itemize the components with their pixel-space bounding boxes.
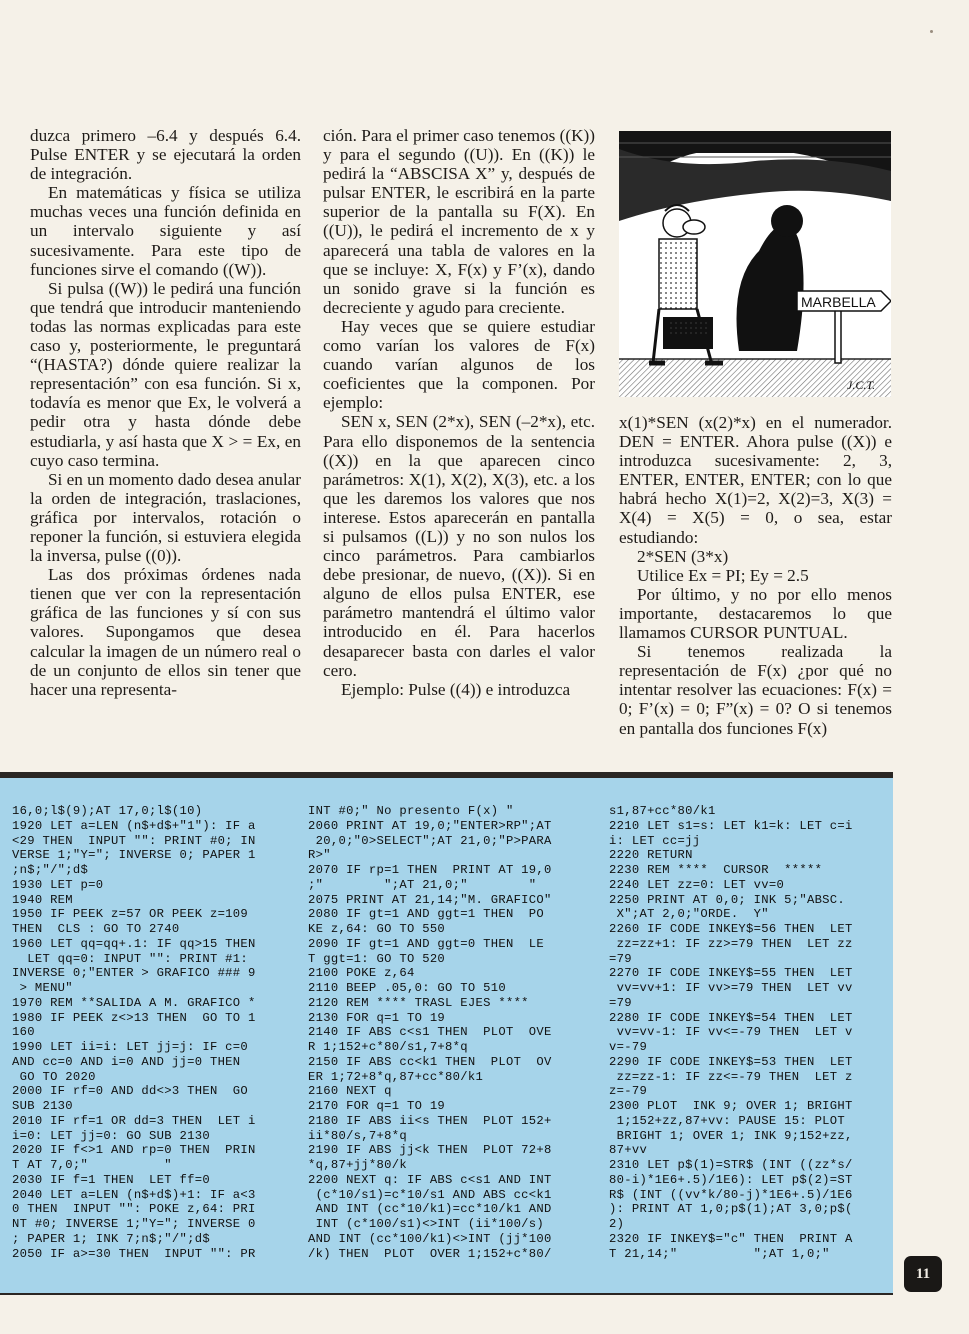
code-line: 2230 REM **** CURSOR *****	[609, 863, 823, 877]
code-line: 2270 IF CODE INKEY$=55 THEN LET	[609, 966, 853, 981]
code-line: 160	[12, 1025, 35, 1040]
code-line: KE z,64: GO TO 550	[308, 922, 446, 936]
paragraph: 2*SEN (3*x)	[637, 546, 729, 566]
code-line: z=-79	[609, 1084, 648, 1099]
signpost-text: MARBELLA	[801, 294, 876, 310]
code-line: =79	[609, 995, 632, 1010]
code-line: <29 THEN INPUT "": PRINT #0; IN	[12, 833, 256, 848]
code-line: /k) THEN PLOT OVER 1;152+c*80/	[308, 1246, 552, 1261]
code-line: LET qq=0: INPUT "": PRINT #1:	[12, 951, 249, 966]
code-line: 2180 IF ABS ii<s THEN PLOT 152+	[308, 1113, 552, 1128]
code-line: X";AT 2,0;"ORDE. Y"	[609, 907, 769, 922]
code-line: 2075 PRINT AT 21,14;"M. GRAFICO"	[308, 892, 552, 907]
code-line: 2010 IF rf=1 OR dd=3 THEN LET i	[12, 1113, 256, 1128]
code-line: 2120 REM **** TRASL EJES ****	[308, 995, 529, 1010]
code-line: 1960 LET qq=qq+.1: IF qq>15 THEN	[12, 936, 256, 951]
article-column-1	[30, 126, 301, 699]
paragraph: Ejemplo: Pulse ((4)) e introduzca	[341, 679, 571, 699]
code-line: (c*10/s1)=c*10/s1 AND ABS cc<k1	[308, 1187, 552, 1202]
code-line: 2300 PLOT INK 9; OVER 1; BRIGHT	[609, 1099, 853, 1113]
basic-listing-panel	[0, 778, 893, 1295]
listing-column-2	[308, 804, 552, 1261]
code-line: 2000 IF rf=0 AND dd<>3 THEN GO	[12, 1084, 249, 1099]
code-line: ): PRINT AT 1,0;p$(1);AT 3,0;p$(	[609, 1202, 853, 1217]
paragraph: Si tenemos realizada la representación de F(x) ¿por qué no intentar resolver las ecuaciones: F(x) = 0; F’(x) = 0; F”(x) = 0? O si tenemos en pantalla dos funciones F(x)	[619, 642, 892, 738]
paragraph: ción. Para el primer caso tenemos ((K)) y para el segundo ((U)). En ((K)) le pedirá la “ABSCISA X” y, después de pulsar ENTER, le escribirá en la parte superior de la pantalla su F(X). En ((U)), le pedirá el incremento de x y aparecerá una tabla de valores en la que se incluye: X, F(x) y F’(x), dando un sonido grave si la función es decreciente y agudo para creciente.	[323, 126, 595, 317]
paragraph: Hay veces que se quiere estudiar como varían los valores de F(x) cuando varían algunos de los coeficientes que la componen. Por ejemplo:	[323, 316, 595, 413]
code-line: *q,87+jj*80/k	[308, 1158, 407, 1172]
artist-signature: J.C.T.	[847, 378, 876, 392]
code-line: 2280 IF CODE INKEY$=54 THEN LET	[609, 1010, 853, 1025]
code-line: 2310 LET p$(1)=STR$ (INT ((zz*s/	[609, 1158, 853, 1172]
code-line: 2190 IF ABS jj<k THEN PLOT 72+8	[308, 1143, 552, 1158]
code-line: 2250 PRINT AT 0,0; INK 5;"ABSC.	[609, 892, 846, 907]
article-column-2	[323, 126, 595, 699]
cartoon-illustration	[619, 131, 891, 397]
code-line: i=0: LET jj=0: GO SUB 2130	[12, 1128, 210, 1143]
code-line: 2140 IF ABS c<s1 THEN PLOT OVE	[308, 1025, 552, 1040]
code-line: 1940 REM	[12, 892, 73, 907]
code-line: ii*80/s,7+8*q	[308, 1128, 407, 1143]
code-line: ;" ";AT 21,0;" "	[308, 877, 537, 892]
code-line: 80-i)*1E6+.5)/1E6): LET p$(2)=ST	[609, 1172, 853, 1187]
code-line: > MENU"	[12, 981, 73, 995]
paragraph: Si pulsa ((W)) le pedirá una función que tendrá que introducir manteniendo todas las normas explicadas para este caso y, posteriormente, le preguntará “(HASTA?) dónde quiere realizar la representación” con esa función. Si x, todavía es menor que Ex, le volverá a pedir otra y hasta dónde debe estudiarla, y así hasta que X > = Ex, en cuyo caso termina.	[30, 278, 301, 470]
listing-bottom-rule	[0, 1293, 893, 1295]
code-line: 1;152+zz,87+vv: PAUSE 15: PLOT	[609, 1113, 846, 1128]
print-speck	[930, 30, 933, 33]
code-line: ; PAPER 1; INK 7;n$;"/";d$	[12, 1231, 210, 1246]
code-line: R 1;152+c*80/s1,7+8*q	[308, 1040, 468, 1054]
code-line: AND INT (cc*100/k1)<>INT (jj*100	[308, 1231, 552, 1246]
code-line: 1980 IF PEEK z<>13 THEN GO TO 1	[12, 1010, 256, 1025]
code-line: R$ (INT ((vv*k/80-j)*1E6+.5)/1E6	[609, 1187, 853, 1202]
article-column-3	[619, 413, 892, 738]
code-line: 2020 IF f<>1 AND rp=0 THEN PRIN	[12, 1143, 256, 1158]
paragraph: Las dos próximas órdenes nada tienen que ver con la representación gráfica de las funciones y sí con sus valores. Supongamos que desea calcular la imagen de un número real o de un conjunto de ellos sin tener que hacer una representa-	[30, 565, 301, 699]
paragraph: En matemáticas y física se utiliza muchas veces una función definida en un intervalo siguiente y así sucesivamente. Para este tipo de funciones sirve el comando ((W)).	[30, 183, 301, 279]
code-line: R>"	[308, 848, 331, 863]
code-line: T ggt=1: GO TO 520	[308, 951, 446, 966]
code-line: ;n$;"/";d$	[12, 863, 89, 877]
code-line: INT (c*100/s1)<>INT (ii*100/s)	[308, 1217, 545, 1231]
code-line: 2080 IF gt=1 AND ggt=1 THEN PO	[308, 907, 545, 922]
code-line: 1930 LET p=0	[12, 877, 104, 892]
code-line: INVERSE 0;"ENTER > GRAFICO ### 9	[12, 966, 256, 981]
listing-column-1	[12, 804, 256, 1261]
code-line: 2290 IF CODE INKEY$=53 THEN LET	[609, 1054, 853, 1069]
code-line: 2150 IF ABS cc<k1 THEN PLOT OV	[308, 1054, 552, 1069]
code-line: 2170 FOR q=1 TO 19	[308, 1099, 446, 1113]
paragraph: Si en un momento dado desea anular la orden de integración, traslaciones, gráfica por intervalos, rotación o reponer la función, si estuviera elegida la inversa, pulse ((0)).	[30, 469, 301, 566]
code-line: 2260 IF CODE INKEY$=56 THEN LET	[609, 922, 853, 936]
page-number: 11	[904, 1256, 942, 1292]
code-line: NT #0; INVERSE 1;"Y="; INVERSE 0	[12, 1217, 256, 1231]
code-line: T 21,14;" ";AT 1,0;"	[609, 1246, 830, 1261]
code-line: 2070 IF rp=1 THEN PRINT AT 19,0	[308, 863, 552, 877]
code-line: vv=vv-1: IF vv<=-79 THEN LET v	[609, 1025, 853, 1040]
code-line: =79	[609, 951, 632, 966]
code-line: 2090 IF gt=1 AND ggt=0 THEN LE	[308, 936, 545, 951]
code-line: 2160 NEXT q	[308, 1084, 392, 1099]
code-line: 2060 PRINT AT 19,0;"ENTER>RP";AT	[308, 818, 552, 833]
code-line: 2240 LET zz=0: LET vv=0	[609, 877, 785, 892]
paragraph: Por último, y no por ello menos importante, destacaremos lo que llamamos CURSOR PUNTUAL.	[619, 584, 892, 643]
code-line: INT #0;" No presento F(x) "	[308, 804, 514, 818]
code-line: BRIGHT 1; OVER 1; INK 9;152+zz,	[609, 1128, 853, 1143]
listing-column-3	[609, 804, 853, 1261]
code-line: v=-79	[609, 1040, 648, 1054]
code-line: zz=zz+1: IF zz>=79 THEN LET zz	[609, 936, 853, 951]
code-line: s1,87+cc*80/k1	[609, 804, 716, 818]
code-line: 20,0;"0>SELECT";AT 21,0;"P>PARA	[308, 833, 552, 848]
code-line: vv=vv+1: IF vv>=79 THEN LET vv	[609, 981, 853, 995]
code-line: THEN CLS : GO TO 2740	[12, 922, 180, 936]
code-line: 2200 NEXT q: IF ABS c<s1 AND INT	[308, 1172, 552, 1187]
code-line: 1920 LET a=LEN (n$+d$+"1"): IF a	[12, 818, 256, 833]
code-line: 1990 LET ii=i: LET jj=j: IF c=0	[12, 1040, 249, 1054]
code-line: 87+vv	[609, 1143, 648, 1158]
code-line: 2110 BEEP .05,0: GO TO 510	[308, 981, 506, 995]
code-line: 16,0;l$(9);AT 17,0;l$(10)	[12, 804, 203, 818]
code-line: zz=zz-1: IF zz<=-79 THEN LET z	[609, 1069, 853, 1084]
code-line: 2100 POKE z,64	[308, 966, 415, 981]
code-line: 2210 LET s1=s: LET k1=k: LET c=i	[609, 818, 853, 833]
code-line: ER 1;72+8*q,87+cc*80/k1	[308, 1069, 484, 1084]
paragraph: x(1)*SEN (x(2)*x) en el numerador. DEN = ENTER. Ahora pulse ((X)) e introduzca sucesivamente: 2, 3, ENTER, ENTER, ENTER; con lo que habrá hecho X(1)=2, X(2)=3, X(3) = X(4) = X(5) = 0, o sea, estar estudiando:	[619, 413, 892, 547]
code-line: 2)	[609, 1217, 625, 1231]
code-line: 2320 IF INKEY$="c" THEN PRINT A	[609, 1231, 853, 1246]
code-line: AND INT (cc*10/k1)=cc*10/k1 AND	[308, 1202, 552, 1217]
code-line: 1950 IF PEEK z=57 OR PEEK z=109	[12, 907, 249, 922]
code-line: 2030 IF f=1 THEN LET ff=0	[12, 1172, 210, 1187]
paragraph: SEN x, SEN (2*x), SEN (–2*x), etc. Para ello disponemos de la sentencia ((X)) en la que aparecen cinco parámetros: X(1), X(2), X(3), etc. a los que les daremos los valores que nos interese. Estos aparecerán en pantalla si pulsamos ((L)) y no son nulos los cinco parámetros. Para cambiarlos debe presionar, de nuevo, ((X)). Si en alguno de ellos pulsa ENTER, ese parámetro mantendrá el último valor introducido en él. Para hacerlos desaparecer basta con darles el valor cero.	[323, 412, 595, 680]
code-line: 2050 IF a>=30 THEN INPUT "": PR	[12, 1246, 256, 1261]
code-line: i: LET cc=jj	[609, 833, 701, 848]
code-line: SUB 2130	[12, 1099, 73, 1113]
code-line: T AT 7,0;" "	[12, 1158, 172, 1172]
paragraph: Utilice Ex = PI; Ey = 2.5	[637, 565, 809, 585]
code-line: 2040 LET a=LEN (n$+d$)+1: IF a<3	[12, 1187, 256, 1202]
paragraph: duzca primero –6.4 y después 6.4. Pulse ENTER y se ejecutará la orden de integración.	[30, 126, 301, 184]
code-line: GO TO 2020	[12, 1069, 96, 1084]
code-line: 2130 FOR q=1 TO 19	[308, 1010, 446, 1025]
code-line: 2220 RETURN	[609, 848, 693, 863]
code-line: 1970 REM **SALIDA A M. GRAFICO *	[12, 995, 256, 1010]
code-line: AND cc=0 AND i=0 AND jj=0 THEN	[12, 1054, 241, 1069]
code-line: 0 THEN INPUT "": POKE z,64: PRI	[12, 1202, 256, 1217]
code-line: VERSE 1;"Y="; INVERSE 0; PAPER 1	[12, 848, 256, 863]
